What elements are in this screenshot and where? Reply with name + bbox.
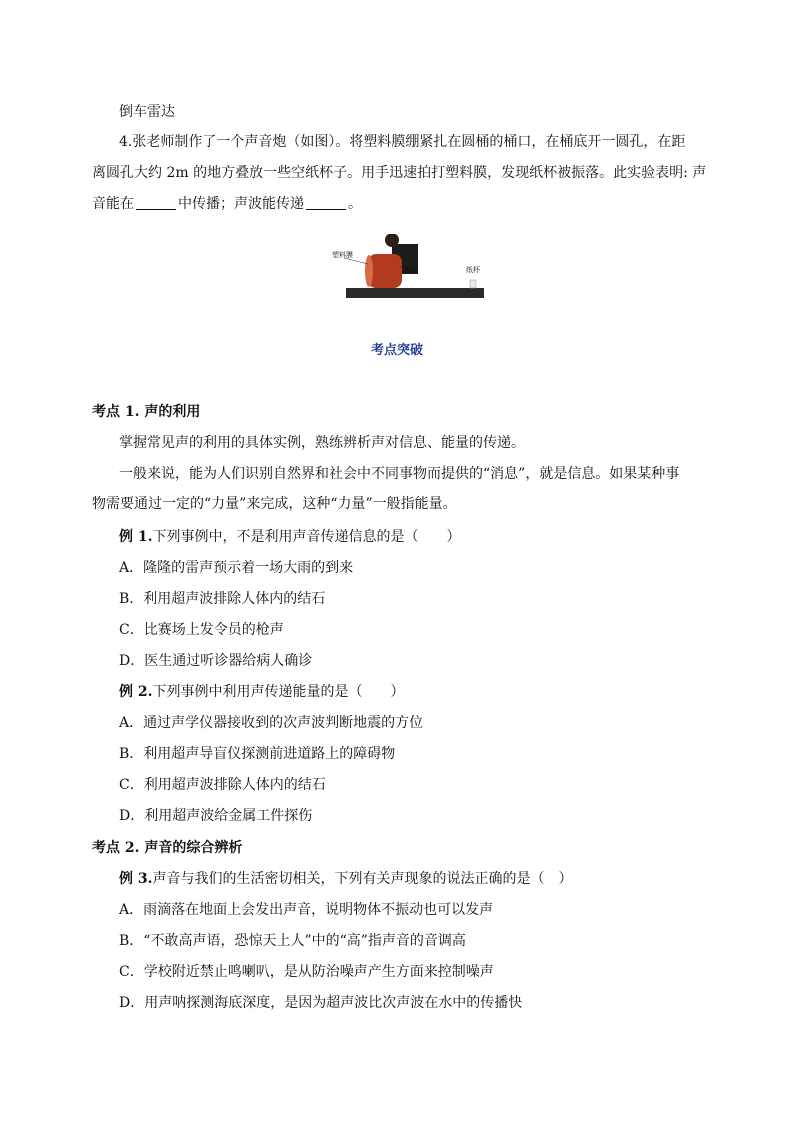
example-2-option-a: A．通过声学仪器接收到的次声波判断地震的方位 (119, 715, 424, 731)
label-hole: 圆孔 (403, 266, 417, 274)
barrel (368, 254, 402, 288)
section-heading: 考点突破 (370, 343, 423, 358)
label-cup: 纸杯 (466, 266, 480, 274)
example-1-option-b: B．利用超声波排除人体内的结石 (119, 591, 326, 607)
example-3-option-d: D．用声呐探测海底深度，是因为超声波比次声波在水中的传播快 (119, 995, 523, 1011)
example-3-option-c: C．学校附近禁止鸣喇叭，是从防治噪声产生方面来控制噪声 (119, 964, 494, 980)
example-2-option-d: D．利用超声波给金属工件探伤 (119, 808, 313, 824)
sound-cannon-figure (332, 234, 484, 302)
answer-blank-1 (136, 195, 176, 210)
kp1-paragraph-2-line-2: 物需要通过一定的“力量”来完成，这种“力量”一般指能量。 (92, 496, 457, 512)
example-1-option-c: C．比赛场上发令员的枪声 (119, 622, 284, 638)
example-2-option-c: C．利用超声波排除人体内的结石 (119, 777, 326, 793)
table-surface (346, 288, 484, 298)
q4-line-3-a: 音能在 (92, 196, 134, 212)
example-1-stem (119, 527, 461, 547)
q4-line-3 (92, 194, 362, 214)
label-film: 塑料膜 (332, 251, 353, 259)
example-3-question: 声音与我们的生活密切相关，下列有关声现象的说法正确的是（ ） (152, 871, 573, 887)
example-1-option-a: A．隆隆的雷声预示着一场大雨的到来 (119, 560, 354, 576)
paper-cups (470, 280, 476, 288)
plastic-film (365, 255, 373, 287)
example-1-label: 例 1. (119, 529, 153, 545)
example-2-question: 下列事例中利用声传递能量的是（ ） (152, 684, 405, 700)
kp2-title: 考点 2. 声音的综合辨析 (92, 840, 243, 856)
answer-blank-2 (306, 195, 346, 210)
kp1-title: 考点 1. 声的利用 (92, 404, 201, 420)
q4-line-1: 4.张老师制作了一个声音炮（如图）。将塑料膜绷紧扎在圆桶的桶口，在桶底开一圆孔，在距 (119, 134, 686, 150)
q4-line-3-b: 中传播；声波能传递 (178, 196, 304, 212)
example-3-label: 例 3. (119, 871, 153, 887)
example-3-option-a: A．雨滴落在地面上会发出声音，说明物体不振动也可以发声 (119, 902, 494, 918)
example-1-question: 下列事例中，不是利用声音传递信息的是（ ） (152, 529, 461, 545)
q4-line-2: 离圆孔大约 2m 的地方叠放一些空纸杯子。用手迅速拍打塑料膜，发现纸杯被振落。此实验表明: 声 (92, 165, 707, 181)
example-2-option-b: B．利用超声导盲仪探测前进道路上的障碍物 (119, 746, 396, 762)
kp1-paragraph-2-line-1: 一般来说，能为人们识别自然界和社会中不同事物而提供的“消息”，就是信息。如果某种事 (119, 466, 680, 482)
example-3-stem (119, 869, 573, 889)
kp1-paragraph-1: 掌握常见声的利用的具体实例，熟练辨析声对信息、能量的传递。 (119, 435, 525, 451)
example-2-label: 例 2. (119, 684, 153, 700)
top-text: 倒车雷达 (119, 104, 175, 120)
q4-line-3-c: 。 (348, 196, 362, 212)
example-3-option-b: B．“不敢高声语，恐惊天上人”中的“高”指声音的音调高 (119, 933, 466, 949)
example-1-option-d: D．医生通过听诊器给病人确诊 (119, 653, 313, 669)
example-2-stem (119, 682, 405, 702)
